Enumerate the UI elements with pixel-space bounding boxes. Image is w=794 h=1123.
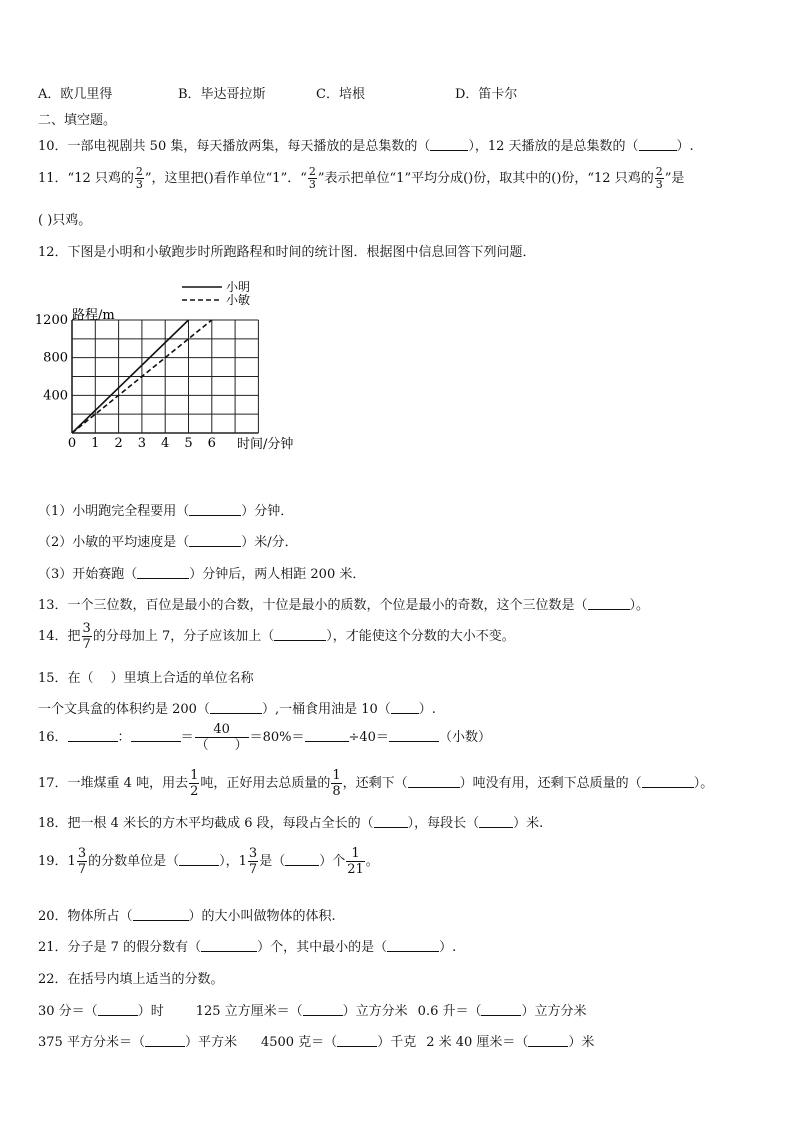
question-14: 14．把 $\frac{3}{7}$ 的分母加上 7，分子应该加上（ ），才能使这个分数的大小不变。 — [38, 621, 515, 652]
question-18: 18．把一根 4 米长的方木平均截成 6 段，每段占全长的（ ），每段长（ ）米. — [38, 816, 544, 831]
answer-blank[interactable] — [201, 939, 257, 952]
x-tick-label: 1 — [91, 436, 100, 451]
question-12-part1: （1）小明跑完全程要用（ ）分钟． — [38, 504, 294, 519]
answer-blank[interactable] — [98, 1003, 138, 1016]
question-20: 20．物体所占（ ）的大小叫做物体的体积. — [38, 909, 336, 924]
x-tick-label: 2 — [114, 436, 123, 451]
answer-blank[interactable] — [588, 597, 630, 610]
legend-label: 小敏 — [226, 293, 251, 307]
question-17: 17．一堆煤重 4 吨，用去 $\frac{1}{2}$ 吨，正好用去总质量的 $\frac{1}{8}$ ，还剩下（ ）吨没有用，还剩下总质量的（ ）。 — [38, 768, 714, 799]
section-heading: 二、填空题。 — [38, 113, 117, 128]
fraction: $\frac{2}{3}$ — [308, 165, 316, 191]
y-axis-label: 路程/m — [72, 308, 115, 323]
answer-blank[interactable] — [389, 729, 439, 742]
x-tick-label: 4 — [161, 436, 170, 451]
question-11: 11．“12 只鸡的 $\frac{2}{3}$ ”，这里把()看作单位“1”．“ $\frac{2}{3}$ ”表示把单位“1”平均分成()份，取其中的()份，“12 只鸡的 $\frac{2}{3}$ ”是 — [38, 165, 685, 191]
answer-blank[interactable] — [68, 729, 118, 742]
answer-blank[interactable] — [642, 775, 694, 788]
y-tick-label: 1200 — [34, 313, 68, 328]
answer-blank[interactable] — [145, 1034, 185, 1047]
answer-blank[interactable] — [303, 1003, 343, 1016]
fraction: $\frac{2}{3}$ — [655, 165, 663, 191]
question-10: 10．一部电视剧共 50 集，每天播放两集，每天播放的是总集数的（ ），12 天播放的是总集数的（ ）. — [38, 139, 694, 154]
answer-blank[interactable] — [189, 534, 241, 547]
answer-blank[interactable] — [305, 729, 349, 742]
fraction: $\frac{3}{7}$ — [248, 846, 258, 877]
question-15: 15．在（ ）里填上合适的单位名称 — [38, 671, 254, 686]
chart-grid — [72, 320, 258, 433]
question-11-line2: ( )只鸡。 — [38, 213, 92, 228]
y-tick-label: 800 — [43, 350, 68, 366]
answer-blank[interactable] — [374, 815, 408, 828]
distance-time-chart — [30, 276, 330, 476]
answer-blank[interactable] — [479, 815, 513, 828]
question-22: 22．在括号内填上适当的分数。 — [38, 972, 224, 987]
answer-blank[interactable] — [408, 775, 460, 788]
answer-blank[interactable] — [285, 853, 319, 866]
answer-blank[interactable] — [179, 853, 219, 866]
question-22-row1: 30 分＝（ ）时 125 立方厘米＝（ ）立方分米 0.6 升＝（ ）立方分米 — [38, 1004, 587, 1019]
fraction: $\frac{40}{( )}$ — [195, 722, 248, 753]
option-c: C．培根 — [316, 87, 365, 102]
fraction: $\frac{2}{3}$ — [135, 165, 143, 191]
question-12-part2: （2）小敏的平均速度是（ ）米/分． — [38, 535, 298, 550]
fraction: $\frac{3}{7}$ — [82, 621, 91, 652]
question-22-row2: 375 平方分米＝（ ）平方米 4500 克＝（ ）千克 2 米 40 厘米＝（ ）米 — [38, 1035, 595, 1050]
x-tick-label: 3 — [137, 436, 147, 451]
fraction: $\frac{3}{7}$ — [77, 846, 87, 877]
answer-blank[interactable] — [387, 939, 439, 952]
answer-blank[interactable] — [133, 908, 189, 921]
option-b: B．毕达哥拉斯 — [178, 87, 266, 102]
question-12: 12．下图是小明和小敏跑步时所跑路程和时间的统计图．根据图中信息回答下列问题． — [38, 245, 536, 260]
option-a: A．欧几里得 — [38, 87, 113, 102]
answer-blank[interactable] — [528, 1034, 568, 1047]
answer-blank[interactable] — [274, 628, 326, 641]
answer-blank[interactable] — [639, 138, 677, 151]
answer-blank[interactable] — [137, 566, 189, 579]
fraction: $\frac{1}{21}$ — [347, 846, 364, 877]
x-tick-label: 6 — [207, 436, 216, 451]
x-tick-label: 5 — [184, 436, 193, 451]
answer-blank[interactable] — [210, 701, 262, 714]
answer-blank[interactable] — [131, 729, 181, 742]
option-d: D．笛卡尔 — [455, 87, 518, 102]
answer-blank[interactable] — [391, 701, 419, 714]
question-16: 16． ： ＝ $\frac{40}{( )}$ ＝80%＝ ÷40＝ （小数） — [38, 722, 491, 753]
answer-blank[interactable] — [481, 1003, 521, 1016]
x-axis-label: 时间/分钟 — [237, 437, 294, 452]
question-12-part3: （3）开始赛跑（ ）分钟后，两人相距 200 米． — [38, 567, 366, 582]
answer-blank[interactable] — [189, 503, 241, 516]
fraction: $\frac{1}{8}$ — [332, 768, 341, 799]
fraction: $\frac{1}{2}$ — [190, 768, 199, 799]
x-tick-label: 0 — [67, 436, 77, 451]
y-tick-label: 400 — [43, 388, 68, 404]
question-15-line2: 一个文具盒的体积约是 200（ ）,一桶食用油是 10（ ）. — [38, 702, 436, 717]
chart-legend — [182, 280, 250, 307]
question-21: 21．分子是 7 的假分数有（ ）个，其中最小的是（ ）. — [38, 940, 457, 955]
answer-blank[interactable] — [430, 138, 468, 151]
answer-blank[interactable] — [337, 1034, 377, 1047]
legend-label: 小明 — [226, 280, 251, 294]
question-13: 13．一个三位数，百位是最小的合数，十位是最小的质数，个位是最小的奇数，这个三位数是（ ）。 — [38, 598, 650, 613]
question-19: 19．1 $\frac{3}{7}$ 的分数单位是（ ），1 $\frac{3}{7}$ 是（ ）个 $\frac{1}{21}$ 。 — [38, 846, 379, 877]
